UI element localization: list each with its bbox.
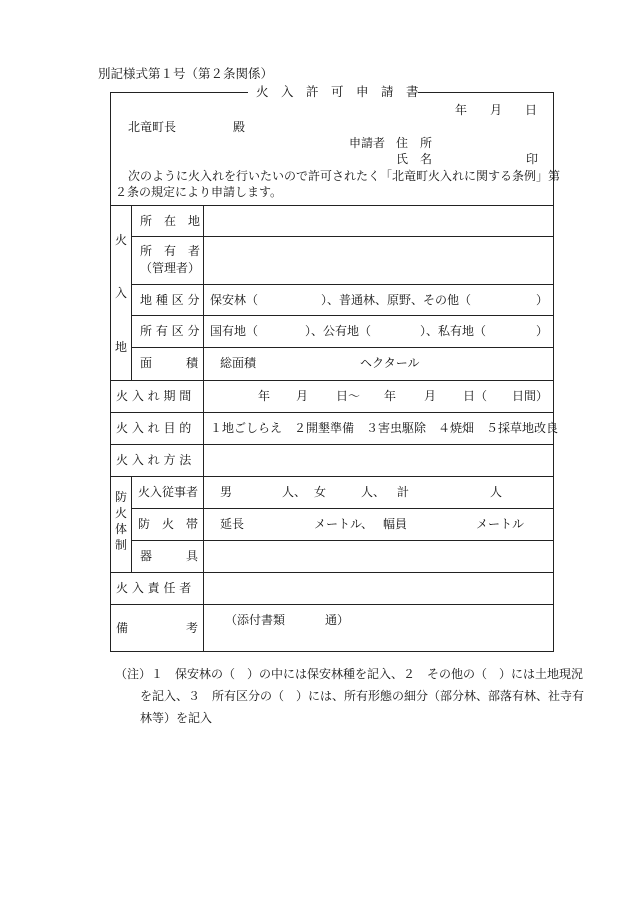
row-divider (110, 444, 554, 445)
label-ownership: 所 有 区 分 (140, 324, 200, 338)
row-divider (110, 572, 554, 573)
label-equipment-a: 器 (140, 549, 153, 563)
workers-total: 計 (397, 485, 410, 499)
label-owner-sub: （管理者） (140, 261, 201, 275)
land-category-c: ） (536, 293, 549, 307)
label-area-a: 面 (140, 356, 153, 370)
workers-female: 女 (314, 485, 327, 499)
seal-mark: 印 (526, 152, 539, 166)
applicant-label: 申請者 (349, 136, 386, 150)
firebreak-width: 幅員 (383, 517, 408, 531)
group-char: 制 (115, 538, 128, 552)
intro-line-2: ２条の規定により申請します。 (115, 185, 283, 199)
row-divider (110, 476, 554, 477)
note-line-1: （注）１ 保安林の（ ）の中には保安林種を記入、２ その他の（ ）には土地現況 (115, 667, 584, 681)
workers-male-count: 人、 (282, 485, 307, 499)
land-category-a: 保安林（ (210, 293, 259, 307)
row-divider (110, 380, 554, 381)
workers-total-count: 人 (490, 485, 503, 499)
addressee-name: 北竜町長 (128, 120, 177, 134)
note-line-2: を記入、３ 所有区分の（ ）には、所有形態の細分（部分林、部落有林、社寺有 (140, 689, 585, 703)
period-day-1: 日〜 (336, 389, 361, 403)
remarks-attachments-count: 通） (325, 613, 350, 627)
label-area-b: 積 (186, 356, 199, 370)
row-divider (110, 205, 554, 206)
label-period: 火 入 れ 期 間 (116, 389, 192, 403)
period-month-2: 月 (424, 389, 437, 403)
ownership-d: ） (536, 324, 549, 338)
label-workers: 火入従事者 (138, 485, 199, 499)
ownership-a: 国有地（ (210, 324, 259, 338)
firebreak-length-unit: メートル、 (314, 517, 374, 531)
date-day: 日 (525, 103, 538, 117)
ownership-b: ）、公有地（ (305, 324, 372, 338)
label-remarks-a: 備 (116, 621, 129, 635)
group-divider-land (131, 205, 132, 380)
applicant-address-label: 住 所 (396, 136, 433, 150)
remarks-attachments: （添付書類 (225, 613, 286, 627)
group-char: 火 (115, 506, 128, 520)
row-divider (110, 604, 554, 605)
row-divider (131, 236, 554, 237)
row-divider (131, 347, 554, 348)
group-char: 体 (115, 522, 128, 536)
area-unit: ヘクタール (360, 356, 420, 370)
label-manager: 火 入 責 任 者 (116, 581, 192, 595)
ownership-c: ）、私有地（ (420, 324, 487, 338)
label-remarks-b: 考 (186, 621, 199, 635)
land-category-b: ）、普通林、原野、その他（ (321, 293, 472, 307)
label-column-divider (203, 205, 204, 651)
label-purpose: 火 入 れ 目 的 (116, 421, 192, 435)
note-line-3: 林等）を記入 (140, 711, 213, 725)
group-divider-fire (131, 476, 132, 572)
form-id: 別記様式第１号（第２条関係） (98, 66, 274, 81)
group-char: 防 (115, 490, 128, 504)
form-title: 火 入 許 可 申 請 書 (256, 84, 419, 99)
table-left-border (110, 92, 111, 651)
area-total: 総面積 (220, 356, 257, 370)
firebreak-width-unit: メートル (476, 517, 525, 531)
label-firebreak: 防 火 帯 (138, 517, 199, 531)
applicant-name-label: 氏 名 (396, 152, 433, 166)
table-bottom-border (110, 651, 554, 652)
intro-line-1: 次のように火入れを行いたいので許可されたく「北竜町火入れに関する条例」第 (128, 169, 561, 183)
date-year: 年 (455, 103, 468, 117)
row-divider (110, 412, 554, 413)
label-land-category: 地 種 区 分 (140, 293, 200, 307)
group-char: 入 (115, 286, 128, 300)
period-year-2: 年 (384, 389, 397, 403)
table-top-border-right (418, 92, 553, 93)
row-divider (131, 508, 554, 509)
period-day-2: 日（ (463, 389, 488, 403)
row-divider (131, 540, 554, 541)
workers-female-count: 人、 (361, 485, 386, 499)
purpose-options: １地ごしらえ ２開墾準備 ３害虫駆除 ４焼畑 ５採草地改良 (210, 421, 559, 435)
period-year-1: 年 (258, 389, 271, 403)
workers-male: 男 (220, 485, 233, 499)
label-method: 火 入 れ 方 法 (116, 453, 192, 467)
date-month: 月 (490, 103, 503, 117)
addressee-honorific: 殿 (233, 120, 246, 134)
row-divider (131, 284, 554, 285)
label-equipment-b: 具 (186, 549, 199, 563)
period-month-1: 月 (296, 389, 309, 403)
label-owner: 所 有 者 (140, 244, 201, 258)
period-days: 日間） (512, 389, 549, 403)
table-top-border-left (110, 92, 248, 93)
row-divider (131, 315, 554, 316)
group-char: 火 (115, 233, 128, 247)
firebreak-length: 延長 (220, 517, 245, 531)
group-char: 地 (115, 340, 128, 354)
label-location: 所 在 地 (140, 214, 201, 228)
